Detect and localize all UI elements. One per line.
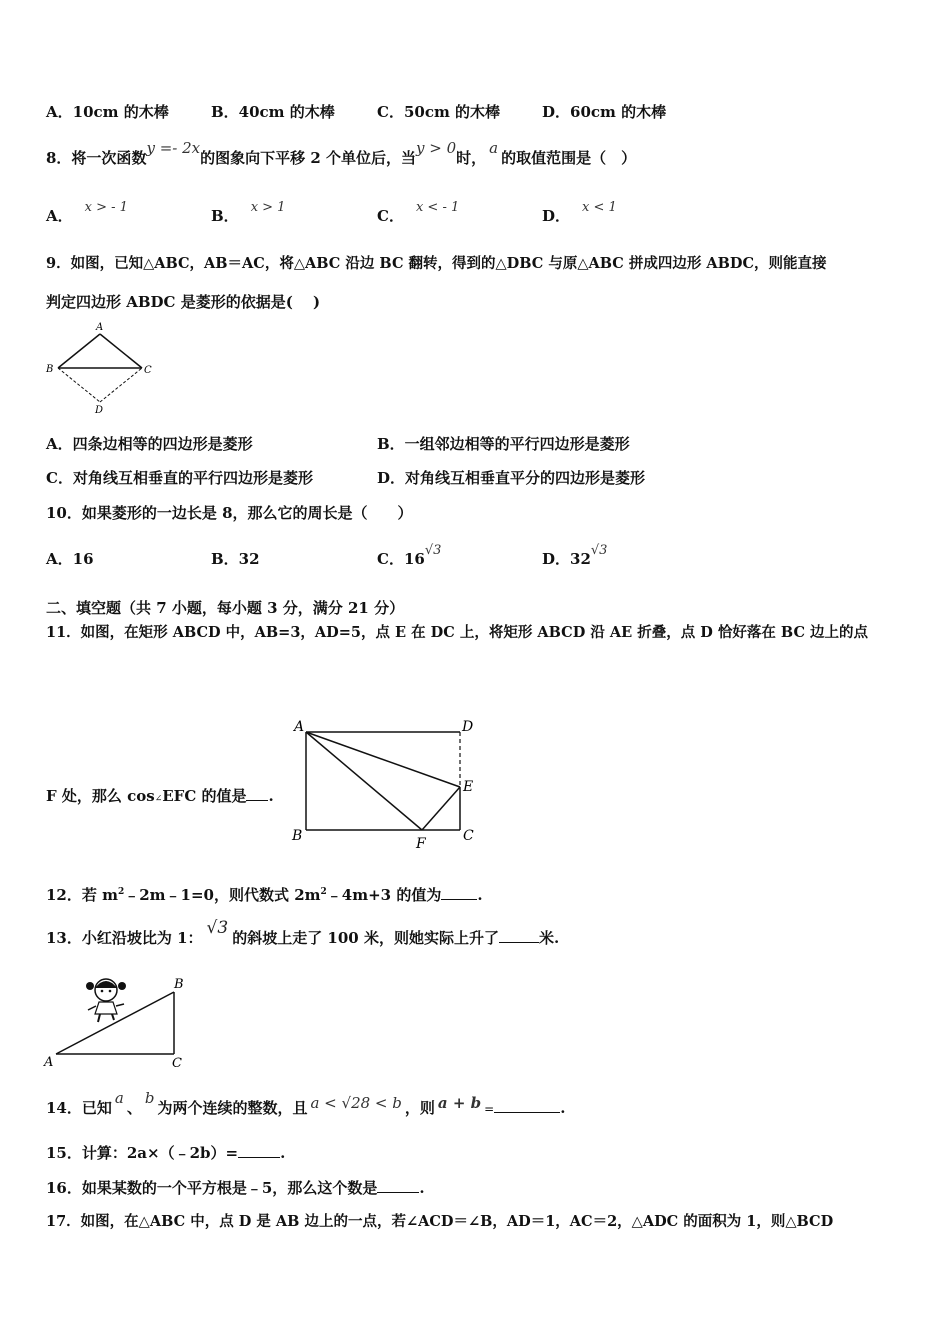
q14-separator: 、 [126, 1099, 142, 1117]
q14-end: . [560, 1099, 566, 1117]
q8-text-4: 的取值范围是（ ） [501, 149, 637, 167]
q11-end: . [268, 787, 274, 805]
q9-option-d: D．对角线互相垂直平分的四边形是菱形 [377, 469, 646, 487]
q16-stem [46, 1178, 425, 1198]
q9-option-a: A．四条边相等的四边形是菱形 [46, 435, 253, 453]
q11-rectangle-figure [288, 715, 488, 855]
q12-answer-blank[interactable] [441, 885, 477, 900]
q11-label-c: C [463, 828, 474, 844]
q11-label-a: A [294, 719, 305, 735]
q15-text: 15．计算：2a×（﹣2b）= [46, 1144, 239, 1162]
q11-stem-line-1: 11．如图，在矩形 ABCD 中，AB=3，AD=5，点 E 在 DC 上，将矩形 ABCD 沿 AE 折叠，点 D 恰好落在 BC 边上的点 [46, 624, 869, 641]
q16-end: . [419, 1179, 425, 1197]
q10-stem: 10．如果菱形的一边长是 8，那么它的周长是（ ） [46, 504, 413, 522]
q8-variable: a [489, 139, 499, 157]
q8-option-d-expr: x < 1 [582, 200, 617, 215]
q8-text-3: 时， [456, 149, 487, 167]
q8-condition: y > 0 [416, 139, 457, 157]
q8-option-c-label: C． [377, 207, 404, 225]
q9-option-b: B．一组邻边相等的平行四边形是菱形 [377, 435, 630, 453]
q8-option-b [211, 200, 286, 228]
q11-label-d: D [462, 719, 474, 735]
q9-label-d: D [95, 405, 104, 416]
q13-slope-figure [40, 970, 200, 1070]
q10-option-d-radical: √3 [590, 543, 608, 558]
q8-option-d-label: D． [542, 207, 571, 225]
q16-answer-blank[interactable] [377, 1178, 419, 1193]
girl-icon [86, 979, 126, 1022]
q17-stem: 17．如图，在△ABC 中，点 D 是 AB 边上的一点，若∠ACD＝∠B，AD＝1，AC＝2，△ADC 的面积为 1，则△BCD [46, 1213, 834, 1230]
q7-option-d: D．60cm 的木棒 [542, 103, 667, 121]
q10-option-d-value: D．32 [542, 550, 591, 568]
q14-text-1: 14．已知 [46, 1099, 112, 1117]
q15-answer-blank[interactable] [238, 1143, 280, 1158]
q9-segment-bd [58, 368, 100, 402]
q7-option-a: A．10cm 的木棒 [46, 103, 169, 121]
q12-exponent-1: 2 [117, 887, 125, 897]
q10-option-a: A．16 [46, 550, 94, 568]
q10-option-c [377, 543, 442, 571]
q14-var-b: b [144, 1089, 155, 1107]
q12-end: . [477, 886, 483, 904]
q11-segment-fe [422, 787, 460, 830]
q9-segment-ac [100, 334, 142, 368]
q15-end: . [280, 1144, 286, 1162]
q11-angle-symbol: ∠ [154, 794, 163, 804]
section-2-heading: 二、填空题（共 7 小题，每小题 3 分，满分 21 分） [46, 599, 405, 617]
q12-text-1: 12．若 m [46, 886, 118, 904]
q9-segment-dc [100, 368, 142, 402]
q13-label-a: A [44, 1055, 54, 1070]
q8-option-c [377, 200, 460, 228]
q8-option-c-expr: x < - 1 [415, 200, 460, 215]
q13-text-1: 13．小红沿坡比为 1： [46, 929, 203, 947]
q8-option-b-expr: x > 1 [250, 200, 286, 215]
q12-text-3: ﹣4m+3 的值为 [326, 886, 442, 904]
q14-var-a: a [114, 1089, 124, 1107]
q7-option-b: B．40cm 的木棒 [211, 103, 335, 121]
q9-segment-ab [58, 334, 100, 368]
q8-function: y =- 2x [146, 139, 201, 157]
q9-stem-line-2: 判定四边形 ABDC 是菱形的依据是( ) [46, 293, 321, 311]
q8-text-2: 的图象向下平移 2 个单位后，当 [200, 149, 416, 167]
q14-answer-blank[interactable] [494, 1098, 560, 1113]
q9-label-c: C [144, 365, 152, 376]
q13-text-2: 的斜坡上走了 100 米，则她实际上升了 [232, 929, 499, 947]
q11-label-b: B [292, 828, 303, 844]
q9-label-a: A [96, 322, 104, 333]
q9-label-b: B [46, 364, 54, 375]
q14-sum: a + b [437, 1094, 482, 1112]
q13-label-c: C [172, 1056, 182, 1070]
q8-stem [46, 139, 637, 168]
q13-segment-ab [56, 992, 174, 1054]
q7-option-c: C．50cm 的木棒 [377, 103, 501, 121]
q13-stem [46, 918, 560, 948]
q11-label-e: E [463, 779, 474, 795]
q14-text-3: ，则 [404, 1099, 435, 1117]
q10-option-b: B．32 [211, 550, 260, 568]
q11-segment-af [306, 732, 422, 830]
q13-label-b: B [174, 977, 184, 992]
q11-text-efc: EFC 的值是 [162, 787, 247, 805]
q13-radical: √3 [206, 918, 229, 938]
q10-option-c-radical: √3 [424, 543, 442, 558]
q8-option-b-label: B． [211, 207, 239, 225]
q14-text-2: 为两个连续的整数，且 [157, 1099, 308, 1117]
q13-answer-blank[interactable] [499, 928, 539, 943]
q8-option-a [46, 200, 128, 228]
q9-option-c: C．对角线互相垂直的平行四边形是菱形 [46, 469, 313, 487]
q8-option-a-expr: x > - 1 [84, 200, 128, 215]
q11-stem-line-2 [46, 786, 274, 809]
q8-option-d [542, 200, 617, 228]
q8-option-a-label: A． [46, 207, 73, 225]
q14-inequality: a < √28 < b [310, 1094, 402, 1112]
q13-end: 米. [538, 929, 560, 947]
q10-option-d [542, 543, 608, 571]
q14-stem [46, 1089, 566, 1119]
q8-text-1: 8．将一次函数 [46, 149, 147, 167]
q12-text-2: ﹣2m﹣1=0，则代数式 2m [124, 886, 321, 904]
q10-option-c-value: C．16 [377, 550, 425, 568]
q14-equals: = [484, 1102, 495, 1116]
q16-text: 16．如果某数的一个平方根是﹣5，那么这个数是 [46, 1179, 378, 1197]
q9-stem-line-1: 9．如图，已知△ABC，AB＝AC，将△ABC 沿边 BC 翻转，得到的△DBC 与原△ABC 拼成四边形 ABDC，则能直接 [46, 255, 827, 272]
q11-segment-ae [306, 732, 460, 787]
q11-text-cos: F 处，那么 cos [46, 787, 155, 805]
q12-stem [46, 882, 483, 905]
q11-answer-blank[interactable] [246, 786, 268, 801]
q9-rhombus-figure [40, 318, 160, 416]
q12-exponent-2: 2 [320, 887, 327, 897]
q15-stem [46, 1143, 285, 1163]
q11-label-f: F [416, 836, 426, 852]
